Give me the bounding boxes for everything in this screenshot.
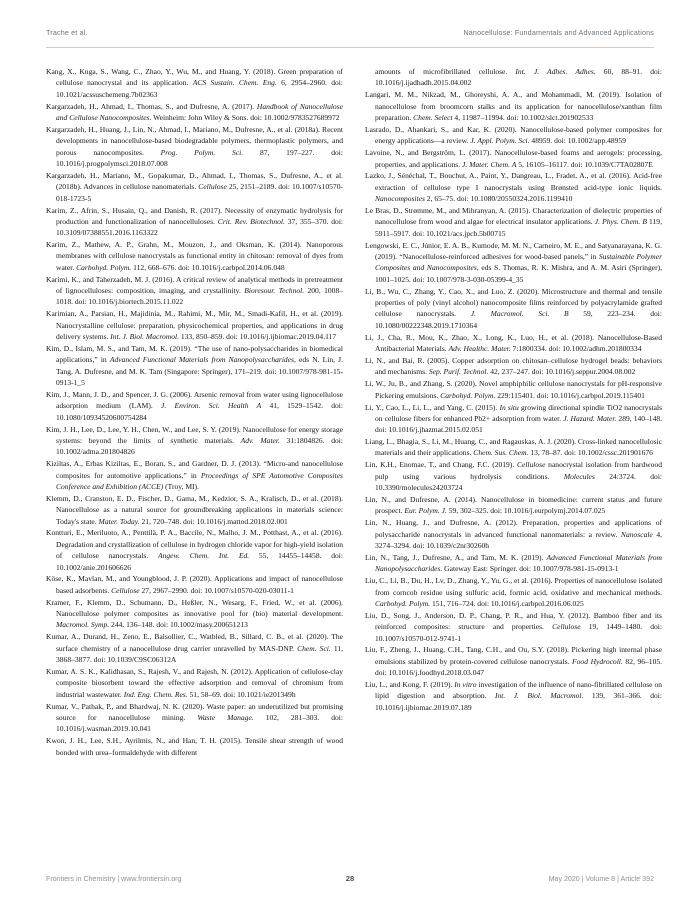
running-head-rule: [46, 47, 654, 48]
reference-entry: Kang, X., Kuga, S., Wang, C., Zhao, Y., Wu, M., and Huang, Y. (2018). Green preparation of cellulose nanocrystal and its application. ACS Sustain. Chem. Eng. 6, 2954–2960. doi: 10.1021/acssuschemeng.7b02363: [46, 67, 343, 99]
reference-entry: Kramer, F., Klemm, D., Schumann, D., Heßler, N., Wesarg, F., Fried, W., et al. (2006). Nanocellulose polymer composites as innovative pool for (bio) material development. Macromol. Symp. 244, 136–148. doi: 10.1002/masy.200651213: [46, 597, 343, 630]
reference-entry: Köse, K., Mavlan, M., and Youngblood, J. P. (2020). Applications and impact of nanocellulose based adsorbents. Cellulose 27, 2967–2990. doi: 10.1007/s10570-020-03011-1: [46, 574, 343, 595]
reference-entry: Li, B., Wu, C., Zhang, Y., Cao, X., and Luo, Z. (2020). Microstructure and thermal and tensile properties of poly (vinyl alcohol) nanocomposite films reinforced by polyacrylamide grafted cellulose nanocrystals. J. Macromol. Sci. B 59, 223–234. doi: 10.1080/00222348.2019.1710364: [365, 286, 662, 330]
reference-entry: Kontturi, E., Meriluoto, A., Penttilä, P. A., Baccile, N., Malho, J. M., Potthast, A., et al. (2016). Degradation and crystallization of cellulose in hydrogen chloride vapor for high-yield isolation of cellulose nanocrystals. Angew. Chem. Int. Ed. 55, 14455–14458. doi: 10.1002/anie.201606626: [46, 528, 343, 572]
running-head-authors: Trache et al.: [46, 28, 88, 37]
reference-entry: Kargarzadeh, H., Ahmad, I., Thomas, S., and Dufresne, A. (2017). Handbook of Nanocellulose and Cellulose Nanocomposites. Weinheim: John Wiley & Sons. doi: 10.1002/9783527689972: [46, 101, 343, 122]
reference-entry: Lin, N., Tang, J., Dufresne, A., and Tam, M. K. (2019). Advanced Functional Materials from Nanopolysaccharides. Gateway East: Springer. doi: 10.1007/978-981-15-0913-1: [365, 552, 663, 574]
reference-entry: Karim, Z., Mathew, A. P., Grahn, M., Mouzon, J., and Oksman, K. (2014). Nanoporous membranes with cellulose nanocrystals as functional entity in chitosan: removal of dyes from water. Carbohyd. Polym. 112, 668–676. doi: 10.1016/j.carbpol.2014.06.048: [46, 240, 343, 272]
reference-entry: Lin, K.H., Enomae, T., and Chang, F.C. (2019). Cellulose nanocrystal isolation from hardwood pulp using various hydrolysis conditions. Molecules 24:3724. doi: 10.3390/molecules24203724: [365, 460, 663, 493]
reference-entry: Karimi, K., and Taherzadeh, M. J. (2016). A critical review of analytical methods in pretreatment of lignocelluloses: composition, imaging, and crystallinity. Bioresour. Technol. 200, 1008–1018. doi: 10.1016/j.biortech.2015.11.022: [46, 274, 343, 307]
reference-entry: Kim, J., Mann, J. D., and Spencer, J. G. (2006). Arsenic removal from water using lignocellulose adsorption medium (LAM). J. Environ. Sci. Health A 41, 1529–1542. doi: 10.1080/10934520600754284: [46, 389, 343, 422]
reference-entry: Lavoine, N., and Bergström, L. (2017). Nanocellulose-based foams and aerogels: processing, properties, and applications. J. Mater. Chem. A 5, 16105–16117. doi: 10.1039/C7TA02807E: [365, 148, 662, 169]
reference-entry: Li, W., Ju, B., and Zhang, S. (2020). Novel amphiphilic cellulose nanocrystals for pH-responsive Pickering emulsions. Carbohyd. Polym. 229:115401. doi: 10.1016/j.carbpol.2019.115401: [365, 379, 662, 400]
reference-entry: Kumar, V., Pathak, P., and Bhardwaj, N. K. (2020). Waste paper: an underutilized but promising source for nanocellulose mining. Waste Manage. 102, 281–303. doi: 10.1016/j.wasman.2019.10.041: [46, 701, 343, 734]
page-footer: [46, 874, 654, 883]
footer-issue: May 2020 | Volume 8 | Article 392: [548, 875, 655, 883]
reference-entry: Langari, M. M., Nikzad, M., Ghoreyshi, A. A., and Mohammadi, M. (2019). Isolation of nanocellulose from broomcorn stalks and its application for nanocellulose/xanthan film preparation. Chem. Select 4, 11987–11994. doi: 10.1002/slct.201902533: [365, 90, 662, 122]
reference-entry: Kargarzadeh, H., Mariano, M., Gopakumar, D., Ahmad, I., Thomas, S., Dufresne, A., et al. (2018b). Advances in cellulose nanomaterials. Cellulose 25, 2151–2189. doi: 10.1007/s10570-018-1723-5: [46, 170, 343, 203]
reference-entry: Kargarzadeh, H., Huang, J., Lin, N., Ahmad, I., Mariano, M., Dufresne, A., et al. (2018a). Recent developments in nanocellulose-based biodegradable polymers, thermoplastic polymers, and porous nanocomposites. Prog. Polym. Sci. 87, 197–227. doi: 10.1016/j.progpolymsci.2018.07.008: [46, 124, 343, 168]
reference-entry: Liu, F., Zheng, J., Huang, C.H., Tang, C.H., and Ou, S.Y. (2018). Pickering high internal phase emulsions stabilized by protein-covered cellulose nanocrystals. Food Hydrocoll. 82, 96–105. doi: 10.1016/j.foodhyd.2018.03.047: [365, 645, 663, 678]
reference-entry: Karimian, A., Parsian, H., Majidinia, M., Rahimi, M., Mir, M., Smadi-Kafil, H., et al. (2019). Nanocrystalline cellulose: preparation, physicochemical properties, and applications in drug delivery systems. Int. J. Biol. Macromol. 133, 850–859. doi: 10.1016/j.ijbiomac.2019.04.117: [46, 309, 343, 342]
running-head: [46, 28, 654, 37]
reference-entry: Kwon, J. H., Lee, S.H., Ayrilmis, N., and Han, T. H. (2015). Tensile shear strength of wood bonded with urea–formaldehyde with different: [46, 736, 343, 757]
reference-entry: Liu, C., Li, B., Du, H., Lv, D., Zhang, Y., Yu, G., et al. (2016). Properties of nanocellulose isolated from corncob residue using sulfuric acid, formic acid, oxidative and mechanical methods. Carbohyd. Polym. 151, 716–724. doi: 10.1016/j.carbpol.2016.06.025: [365, 576, 662, 608]
reference-entry: Liang, L., Bhagia, S., Li, M., Huang, C., and Ragauskas, A. J. (2020). Cross-linked nanocellulosic materials and their applications. Chem. Sus. Chem. 13, 78–87. doi: 10.1002/cssc.201901676: [365, 437, 662, 458]
reference-entry: Li, J., Cha, R., Mou, K., Zhao, X., Long, K., Luo, H., et al. (2018). Nanocellulose-Based Antibacterial Materials. Adv. Healthc. Mater. 7:1800334. doi: 10.1002/adhm.201800334: [365, 332, 662, 353]
reference-entry: Kim, D., Islam, M. S., and Tam, M. K. (2019). “The use of nano-polysaccharides in biomedical applications,” in Advanced Functional Materials from Nanopolysaccharides, eds N. Lin, J. Tang, A. Dufresne, and M. K. Tam (Singapore: Springer), 171–219. doi: 10.1007/978-981-15-0913-1_5: [46, 344, 343, 388]
reference-entry: Lazko, J., Sénéchal, T., Bouchut, A., Paint, Y., Dangreau, L., Fradet, A., et al. (2016). Acid-free extraction of cellulose type I nanocrystals using Brønsted acid-type ionic liquids. Nanocomposites 2, 65–75. doi: 10.1080/20550324.2016.1199410: [365, 171, 662, 204]
running-head-title: Nanocellulose: Fundamentals and Advanced Applications: [463, 28, 654, 37]
reference-entry: Lengowski, E. C., Júnior, E. A. B., Kumode, M. M. N., Carneiro, M. E., and Satyanarayana, K. G. (2019). “Nanocellulose-reinforced adhesives for wood-based panels,” in Sustainable Polymer Composites and Nanocomposites, eds S. Thomas, R. K. Mishra, and A. M. Asiri (Springer), 1001–1025. doi: 10.1007/978-3-030-05399-4_35: [365, 240, 663, 284]
reference-column-left: [46, 66, 343, 858]
reference-entry: Le Bras, D., Strømme, M., and Mihranyan, A. (2015). Characterization of dielectric properties of nanocellulose from wood and algae for electrical insulator applications. J. Phys. Chem. B 119, 5911–5917. doi: 10.1021/acs.jpcb.5b00715: [365, 206, 662, 238]
reference-entry: amounts of microfibrillated cellulose. Int. J. Adhes. Adhes. 60, 88–91. doi: 10.1016/j.ijadhadh.2015.04.002: [375, 67, 662, 88]
reference-entry: Kumar, A., Durand, H., Zeno, E., Balsollier, C., Watbled, B., Sillard, C. B., et al. (2020). The surface chemistry of a nanocellulose drug carrier unravelled by MAS-DNP. Chem. Sci. 11, 3868–3877. doi: 10.1039/C9SC06312A: [46, 632, 343, 665]
reference-entry: Kim, J. H., Lee, D., Lee, Y. H., Chen, W., and Lee, S. Y. (2019). Nanocellulose for energy storage systems: beyond the limits of synthetic materials. Adv. Mater. 31:1804826. doi: 10.1002/adma.201804826: [46, 424, 343, 457]
footer-journal[interactable]: Frontiers in Chemistry | www.frontiersin.org: [46, 875, 182, 883]
reference-entry: Lasrado, D., Ahankari, S., and Kar, K. (2020). Nanocellulose-based polymer composites for energy applications—a review. J. Appl. Polym. Sci. 48959. doi: 10.1002/app.48959: [365, 124, 662, 146]
reference-entry: Kumar, A. S. K., Kalidhasan, S., Rajesh, V., and Rajesh, N. (2012). Application of cellulose-clay composite biosorbent toward the effective adsorption and removal of chromium from industrial wastewater. Ind. Eng. Chem. Res. 51, 58–69. doi: 10.1021/ie201349h: [46, 666, 343, 699]
reference-entry: Li, N., and Bai, R. (2005). Copper adsorption on chitosan–cellulose hydrogel beads: behaviors and mechanisms. Sep. Purif. Technol. 42, 237–247. doi: 10.1016/j.seppur.2004.08.002: [365, 355, 662, 377]
reference-entry: Liu, L., and Kong, F. (2019). In vitro investigation of the influence of nano-fibrillated cellulose on lipid digestion and absorption. Int. J. Biol. Macromol. 139, 361–366. doi: 10.1016/j.ijbiomac.2019.07.189: [365, 680, 662, 712]
reference-entry: Li, Y., Cao, L., Li, L., and Yang, C. (2015). In situ growing directional spindle TiO2 nanocrystals on cellulose fibers for enhanced Pb2+ adsorption from water. J. Hazard. Mater. 289, 140–148. doi: 10.1016/j.jhazmat.2015.02.051: [365, 402, 663, 435]
reference-entry: Lin, N., Huang, J., and Dufresne, A. (2012). Preparation, properties and applications of polysaccharide nanocrystals in advanced functional nanomaterials: a review. Nanoscale 4, 3274–3294. doi: 10.1039/c2nr30260h: [365, 518, 662, 550]
footer-page-number: 28: [345, 874, 355, 883]
reference-column-right: [365, 66, 662, 858]
reference-entry: Kiziltas, A., Erbas Kiziltas, E., Boran, S., and Gardner, D. J. (2013). “Micro-and nanocellulose composites for automotive applications,” in Proceedings of SPE Automotive Composites Conference and Exhibition (ACCE) (Troy, MI).: [46, 459, 343, 491]
reference-columns: [46, 66, 663, 858]
reference-entry: Lin, N., and Dufresne, A. (2014). Nanocellulose in biomedicine: current status and future prospect. Eur. Polym. J. 59, 302–325. doi: 10.1016/j.eurpolymj.2014.07.025: [365, 495, 662, 516]
reference-entry: Liu, D., Song, J., Anderson, D. P., Chang, P. R., and Hua, Y. (2012). Bamboo fiber and its reinforced composites: structure and properties. Cellulose 19, 1449–1480. doi: 10.1007/s10570-012-9741-1: [365, 610, 663, 643]
reference-entry: Karim, Z., Afrin, S., Husain, Q., and Danish, R. (2017). Necessity of enzymatic hydrolysis for production and functionalization of nanocelluloses. Crit. Rev. Biotechnol. 37, 355–370. doi: 10.3109/07388551.2016.1163322: [46, 205, 344, 238]
reference-entry: Klemm, D., Cranston, E. D., Fischer, D., Gama, M., Kedzior, S. A., Kralisch, D., et al. (2018). Nanocellulose as a natural source for groundbreaking applications in materials science: Today's state. Mater. Today. 21, 720–748. doi: 10.1016/j.mattod.2018.02.001: [46, 493, 343, 526]
